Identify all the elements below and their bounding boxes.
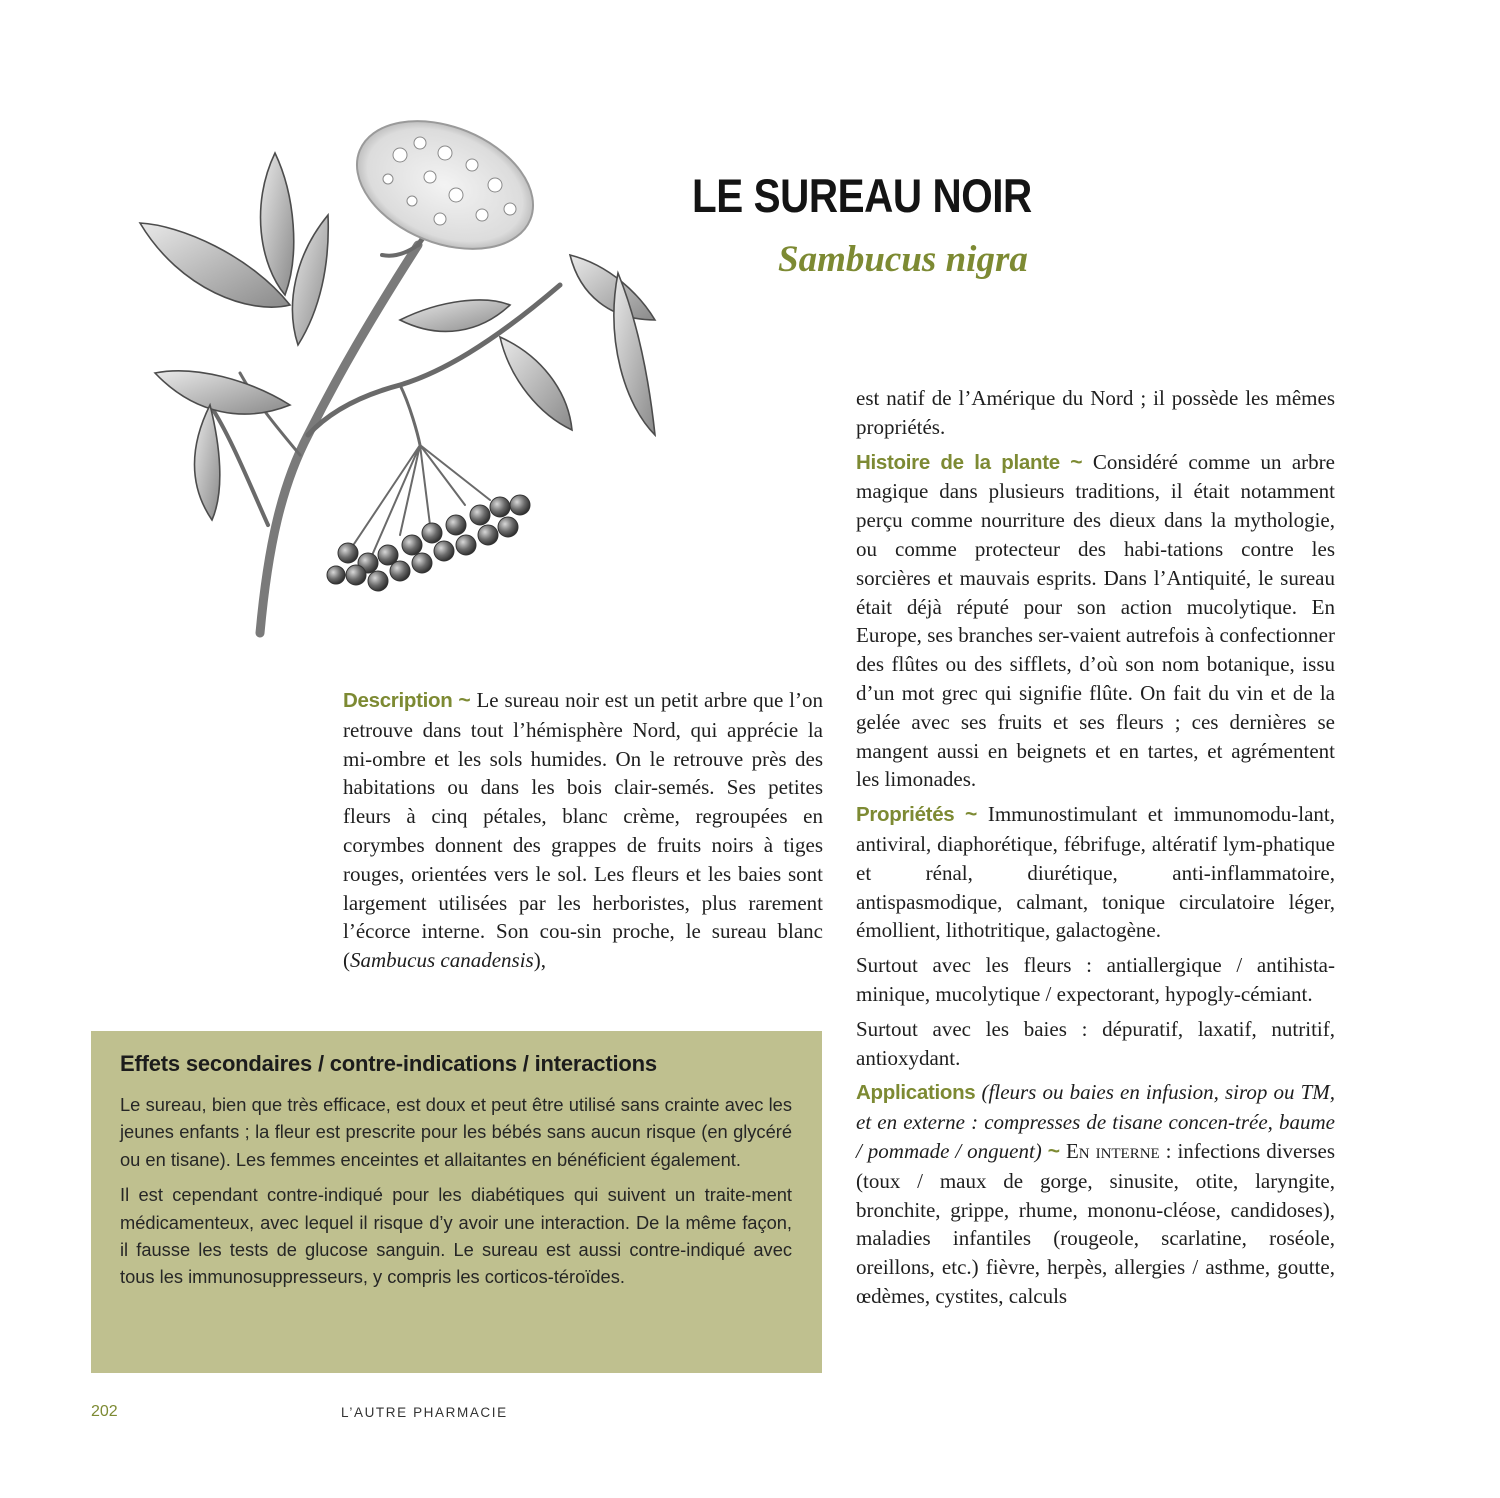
proprietes-label: Propriétés xyxy=(856,803,955,827)
proprietes-paragraph xyxy=(856,800,1335,945)
running-title: L’AUTRE PHARMACIE xyxy=(341,1405,508,1420)
page-number: 202 xyxy=(91,1403,118,1420)
histoire-text: Considéré comme un arbre magique dans plusieurs traditions, il était notamment perçu comme nourriture des dieux dans la mythologie, ou comme protecteur des habi-tations contre les sorcières et mauvais esprits. Dans l’Antiquité, le sureau était déjà réputé pour son action mucolytique. En Europe, ses branches ser-vaient autrefois à confectionner des flûtes ou des sifflets, d’où son nom botanique, issu d’un mot grec qui signifie flûte. On fait du vin et de la gelée avec ses fruits et ses fleurs ; ces dernières se mangent aussi en beignets et en tartes, et agrémentent les limonades. xyxy=(856,449,1335,792)
description-separator: ~ xyxy=(458,689,471,712)
applications-internal-label: En interne : xyxy=(1065,1138,1172,1163)
proprietes-text: Immunostimulant et immunomodu-lant, antiviral, diaphorétique, fébrifuge, altératif lym-phatique et rénal, diurétique, anti-inflammatoire, antispasmodique, calmant, tonique circulatoire léger, émollient, lithotritique, galactogène. xyxy=(856,802,1336,943)
description-text-end: ), xyxy=(533,948,546,973)
page-title: LE SUREAU NOIR xyxy=(692,169,1032,222)
description-continuation: est natif de l’Amérique du Nord ; il possède les mêmes propriétés. xyxy=(856,386,1335,439)
applications-label: Applications xyxy=(856,1081,976,1105)
elder-branch-illustration xyxy=(100,105,670,645)
side-effects-paragraph: Le sureau, bien que très efficace, est doux et peut être utilisé sans crainte avec les jeunes enfants ; la fleur est prescrite pour les bébés sans aucun risque (en glycéré ou en tisane). Les femmes enceintes et allaitantes en bénéficient également. xyxy=(120,1094,792,1170)
proprietes-baies: Surtout avec les baies : dépuratif, laxatif, nutritif, antioxydant. xyxy=(856,1016,1335,1070)
side-effects-title: Effets secondaires / contre-indications / interactions xyxy=(120,1051,657,1076)
description-text: Le sureau noir est un petit arbre que l’on retrouve dans tout l’hémisphère Nord, qui apprécie la mi-ombre et les sols humides. On le retrouve près des habitations ou dans les bois clair-semés. Ses petites fleurs à cinq pétales, blanc crème, regroupées en corymbes donnent des grappes de fruits noirs à tiges rouges, orientées vers le sol. Les fleurs et les baies sont largement utilisées par les herboristes, plus rarement l’écorce interne. Son cou-sin proche, le sureau blanc ( xyxy=(343,688,824,973)
applications-note: (fleurs ou baies en infusion, sirop ou TM, et en externe : compresses de tisane concen-trée, baume / pommade / onguent) xyxy=(856,1080,1335,1163)
histoire-paragraph xyxy=(856,448,1335,795)
proprietes-separator: ~ xyxy=(964,803,978,827)
histoire-separator: ~ xyxy=(1070,450,1083,474)
applications-separator: ~ xyxy=(1047,1139,1061,1163)
description-latin: Sambucus canadensis xyxy=(350,948,534,973)
applications-paragraph xyxy=(856,1078,1335,1310)
latin-name: Sambucus nigra xyxy=(778,239,1028,280)
side-effects-box xyxy=(91,1031,822,1373)
description-paragraph xyxy=(343,686,823,975)
right-column xyxy=(856,384,1335,1317)
contraindications-paragraph: Il est cependant contre-indiqué pour les diabétiques qui suivent un traite-ment médicamenteux, avec lequel il risque d’y avoir une interaction. De la même façon, il fausse les tests de glucose sanguin. Le sureau est aussi contre-indiqué avec tous les immunosuppresseurs, y compris les corticos-téroïdes. xyxy=(120,1184,792,1288)
applications-text: infections diverses (toux / maux de gorge, sinusite, otite, laryngite, bronchite, grippe, rhume, mononu-cléose, candidoses), maladies infantiles (rougeole, scarlatine, roséole, oreillons, etc.) fièvre, herpès, allergies / asthme, goutte, œdèmes, cystites, calculs xyxy=(856,1138,1336,1308)
histoire-label: Histoire de la plante xyxy=(856,450,1060,474)
description-column xyxy=(343,686,823,981)
proprietes-fleurs: Surtout avec les fleurs : antiallergique / antihista-minique, mucolytique / expectorant, hypogly-cémiant. xyxy=(856,953,1335,1006)
description-label: Description xyxy=(343,689,453,712)
